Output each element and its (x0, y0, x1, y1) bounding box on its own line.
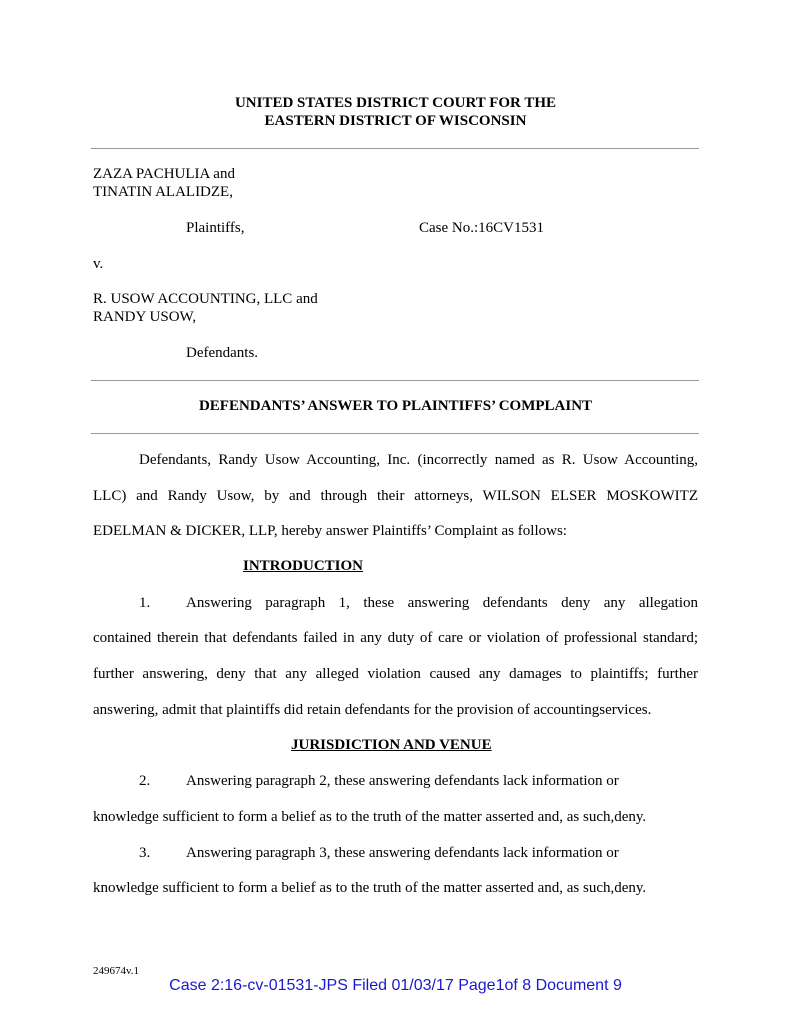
court-filing-stamp: Case 2:16-cv-01531-JPS Filed 01/03/17 Page1of 8 Document 9 (169, 977, 622, 994)
case-number: Case No.:16CV1531 (419, 220, 544, 236)
defendant-name-2: RANDY USOW, (93, 309, 197, 325)
caption-divider (91, 380, 699, 381)
introduction-heading: INTRODUCTION (243, 558, 364, 574)
document-id: 249674v.1 (93, 965, 140, 977)
paragraph-2-number: 2. (139, 773, 151, 789)
title-divider (91, 433, 699, 434)
paragraph-1-line-4: answering, admit that plaintiffs did retain defendants for the provision of accountingservices. (93, 702, 652, 718)
paragraph-1-number: 1. (139, 595, 151, 611)
plaintiffs-label: Plaintiffs, (186, 220, 245, 236)
defendants-label: Defendants. (186, 345, 259, 361)
paragraph-2-line-2: knowledge sufficient to form a belief as to the truth of the matter asserted and, as such,deny. (93, 809, 647, 825)
intro-line-1: Defendants, Randy Usow Accounting, Inc. (incorrectly named as R. Usow Accounting, (139, 452, 698, 468)
paragraph-2-line-1: Answering paragraph 2, these answering defendants lack information or (186, 773, 619, 789)
paragraph-1-line-1: Answering paragraph 1, these answering defendants deny any allegation (186, 595, 698, 611)
intro-line-2: LLC) and Randy Usow, by and through their attorneys, WILSON ELSER MOSKOWITZ (93, 488, 698, 504)
court-name-line-1: UNITED STATES DISTRICT COURT FOR THE (234, 95, 557, 111)
plaintiff-name-1: ZAZA PACHULIA and (93, 166, 235, 182)
jurisdiction-heading: JURISDICTION AND VENUE (291, 737, 492, 753)
header-divider (91, 148, 699, 149)
versus: v. (93, 256, 104, 272)
defendant-name-1: R. USOW ACCOUNTING, LLC and (93, 291, 318, 307)
intro-line-3: EDELMAN & DICKER, LLP, hereby answer Plaintiffs’ Complaint as follows: (93, 523, 567, 539)
plaintiff-name-2: TINATIN ALALIDZE, (93, 184, 233, 200)
paragraph-3-line-1: Answering paragraph 3, these answering defendants lack information or (186, 845, 619, 861)
paragraph-1-line-3: further answering, deny that any alleged violation caused any damages to plaintiffs; further (93, 666, 698, 682)
paragraph-1-line-2: contained therein that defendants failed in any duty of care or violation of professional standard; (93, 630, 698, 646)
document-title: DEFENDANTS’ ANSWER TO PLAINTIFFS’ COMPLAINT (198, 398, 593, 414)
court-name-line-2: EASTERN DISTRICT OF WISCONSIN (264, 113, 527, 129)
paragraph-3-number: 3. (139, 845, 151, 861)
paragraph-3-line-2: knowledge sufficient to form a belief as to the truth of the matter asserted and, as such,deny. (93, 880, 647, 896)
